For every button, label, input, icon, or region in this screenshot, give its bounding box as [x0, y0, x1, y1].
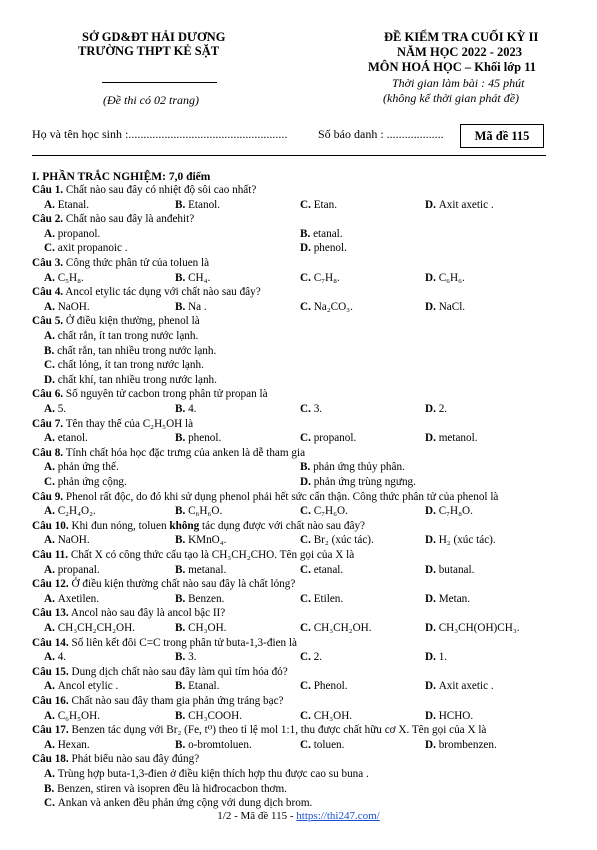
option-letter: D. [300, 242, 314, 255]
option-letter: A. [44, 534, 58, 547]
question-stem [32, 695, 284, 708]
option-letter: A. [44, 768, 58, 780]
option-letter: D. [425, 403, 439, 415]
answer-option [175, 301, 207, 314]
option-letter: A. [44, 709, 58, 722]
question-number: Câu 18. [32, 753, 69, 766]
answer-option [44, 680, 118, 693]
student-id-field: Số báo danh : ................... [318, 127, 444, 141]
answer-option [425, 272, 465, 285]
answer-option [425, 593, 470, 606]
answer-option [300, 199, 337, 212]
answer-option [44, 272, 84, 285]
answer-option [44, 345, 216, 358]
option-letter: A. [44, 505, 58, 518]
option-text: CH₃COOH. [188, 709, 243, 722]
option-text: Phenol. [313, 680, 348, 693]
answer-option [44, 330, 198, 343]
option-letter: B. [175, 651, 189, 664]
school-name: TRƯỜNG THPT KẺ SẶT [78, 44, 220, 58]
option-letter: A. [44, 592, 58, 605]
question-text: Ancol nào sau đây là ancol bậc II? [68, 607, 226, 620]
answer-option [44, 593, 99, 606]
pages-note: (Đề thi có 02 trang) [103, 93, 199, 107]
answer-option [44, 432, 88, 445]
option-letter: D. [425, 622, 439, 634]
option-text: Etan. [313, 198, 337, 211]
option-letter: C. [300, 505, 314, 518]
option-text: etanal. [313, 227, 343, 240]
answer-option [175, 272, 210, 285]
option-text: Benzen. [188, 592, 225, 605]
answer-option [175, 199, 220, 212]
option-text: 3. [313, 403, 323, 415]
option-text: Hexan. [57, 738, 90, 751]
answer-option [44, 710, 100, 723]
option-text: Na . [188, 300, 207, 313]
question-stem [32, 315, 200, 328]
answer-option [300, 461, 405, 474]
option-text: Axit axetic . [438, 198, 494, 211]
option-letter: D. [425, 534, 439, 547]
question-emphasis: không [169, 519, 200, 532]
answer-option [425, 534, 496, 547]
option-text: 4. [57, 651, 67, 664]
question-stem [32, 607, 225, 620]
question-text: Chất nào sau đây có nhiệt độ sôi cao nhất? [63, 184, 257, 196]
option-text: KMnO₄. [188, 534, 227, 547]
option-text: Ankan và anken đều phản ứng cộng với dung dịch brom. [57, 797, 313, 810]
option-text: Ancol etylic . [57, 680, 119, 693]
school-year: NĂM HỌC 2022 - 2023 [397, 45, 522, 59]
answer-option [44, 505, 96, 518]
option-letter: A. [44, 271, 58, 284]
answer-option [300, 651, 322, 664]
student-name-field: Họ và tên học sinh :..................................................... [32, 127, 288, 141]
question-text: Chất X có công thức cấu tạo là CH₃CH₂CHO. Tên gọi của X là [68, 549, 355, 561]
answer-option [425, 739, 497, 752]
option-letter: B. [175, 592, 189, 605]
answer-option [425, 199, 494, 212]
option-text: metanal. [188, 563, 227, 576]
question-stem [32, 491, 498, 504]
answer-option [44, 359, 204, 372]
question-number: Câu 10. [32, 519, 69, 532]
answer-option [44, 199, 89, 212]
answer-option [175, 651, 196, 664]
option-letter: A. [44, 651, 58, 664]
footer-link[interactable]: https://thi247.com/ [296, 810, 380, 822]
option-text: 3. [188, 651, 197, 664]
option-text: H₂ (xúc tác). [438, 534, 496, 547]
question-number: Câu 3. [32, 257, 64, 269]
footer-text: 1/2 - Mã đề 115 - [217, 810, 297, 822]
option-letter: D. [425, 563, 439, 576]
header-divider [102, 82, 217, 83]
option-letter: D. [425, 505, 439, 518]
option-letter: D. [44, 373, 58, 386]
question-text: Số nguyên tử cacbon trong phân tử propan là [63, 388, 268, 401]
option-letter: A. [44, 563, 58, 576]
option-letter: A. [44, 738, 58, 751]
option-text: CH₄. [188, 271, 211, 284]
option-letter: A. [44, 198, 58, 211]
answer-option [300, 739, 344, 752]
option-text: Etanal. [57, 198, 90, 211]
answer-option [44, 242, 128, 255]
option-text: metanol. [438, 432, 478, 445]
answer-option [44, 797, 312, 810]
option-text: butanal. [438, 563, 475, 576]
option-letter: B. [44, 782, 58, 795]
option-letter: C. [300, 432, 314, 445]
answer-option [175, 710, 242, 723]
answer-option [44, 739, 90, 752]
option-text: C₂H₄O₂. [57, 505, 96, 518]
answer-option [300, 242, 347, 255]
option-text: Na₂CO₃. [313, 300, 353, 313]
question-number: Câu 12. [32, 578, 69, 591]
question-text: Benzen tác dụng với Br₂ (Fe, t⁰) theo tỉ lệ mol 1:1, thu được chất hữu cơ X. Tên gọi của X là [68, 724, 487, 737]
answer-option [425, 301, 465, 314]
answer-option [425, 505, 473, 518]
option-text: C₆H₆. [438, 271, 465, 284]
option-letter: D. [425, 198, 439, 211]
option-letter: C. [44, 797, 58, 810]
option-text: axit propanoic . [57, 242, 128, 255]
option-text: 5. [57, 403, 67, 415]
time-note: (không kể thời gian phát đề) [383, 91, 520, 105]
option-text: CH₃OH. [313, 709, 353, 722]
answer-option [175, 622, 226, 635]
option-letter: D. [425, 592, 439, 605]
option-text: CH₃OH. [188, 622, 227, 634]
option-text: CH₃CH(OH)CH₃. [438, 622, 520, 634]
option-text: 1. [438, 651, 448, 664]
option-letter: C. [300, 651, 314, 664]
option-letter: B. [175, 300, 189, 313]
option-letter: B. [175, 271, 189, 284]
option-letter: C. [300, 563, 314, 576]
option-text: etanol. [57, 432, 88, 445]
answer-option [175, 593, 224, 606]
subject-title: MÔN HOÁ HỌC – Khối lớp 11 [368, 60, 537, 74]
option-letter: C. [300, 271, 314, 284]
answer-option [175, 505, 222, 518]
option-letter: A. [44, 461, 58, 474]
answer-option [44, 476, 127, 489]
answer-option [300, 476, 416, 489]
answer-option [44, 374, 217, 387]
option-text: C₇H₈. [313, 271, 340, 284]
question-text: Chất nào sau đây là anđehit? [63, 213, 195, 226]
option-letter: D. [425, 651, 439, 664]
option-text: Etanol. [188, 198, 221, 211]
option-letter: D. [425, 432, 439, 445]
option-letter: B. [300, 461, 314, 474]
question-text: tác dụng được với chất nào sau đây? [199, 519, 365, 532]
option-text: chất khí, tan nhiều trong nước lạnh. [57, 373, 217, 386]
option-letter: B. [175, 534, 189, 547]
option-letter: C. [300, 709, 314, 722]
option-text: CH₃CH₂CH₂OH. [57, 622, 135, 634]
option-text: phản ứng trùng ngưng. [313, 476, 416, 488]
question-stem [32, 388, 268, 401]
answer-option [300, 403, 322, 416]
option-text: C₆H₆O. [188, 505, 223, 518]
answer-option [175, 680, 219, 693]
option-letter: B. [175, 680, 189, 693]
option-letter: B. [175, 563, 189, 576]
question-text: Tên thay thế của C₂H₅OH là [63, 417, 194, 430]
answer-option [175, 403, 196, 416]
answer-option [425, 680, 494, 693]
question-number: Câu 9. [32, 490, 64, 503]
option-text: NaCl. [438, 300, 466, 313]
option-letter: C. [300, 738, 314, 751]
option-letter: C. [300, 680, 314, 693]
option-text: Trùng hợp buta-1,3-đien ở điều kiện thích hợp thu được cao su buna . [57, 768, 369, 780]
option-letter: B. [175, 622, 189, 634]
question-number: Câu 1. [32, 184, 64, 196]
option-letter: A. [44, 330, 58, 342]
question-text: Ở điều kiện thường chất nào sau đây là chất lỏng? [68, 578, 296, 591]
option-letter: C. [300, 534, 314, 547]
option-text: Benzen, stiren và isopren đều là hiđrocacbon thơm. [57, 782, 287, 795]
option-letter: C. [300, 592, 314, 605]
option-text: chất rắn, ít tan trong nước lạnh. [57, 330, 199, 342]
answer-option [44, 783, 287, 796]
answer-option [175, 432, 221, 445]
answer-option [44, 564, 100, 577]
option-letter: C. [300, 622, 314, 634]
option-letter: B. [44, 344, 58, 357]
option-text: 2. [313, 651, 323, 664]
option-letter: B. [175, 709, 189, 722]
answer-option [425, 564, 474, 577]
option-letter: C. [44, 476, 58, 488]
option-letter: C. [300, 198, 314, 211]
option-text: C₅H₈. [57, 271, 84, 284]
question-stem [32, 447, 305, 460]
question-text: Chất nào sau đây tham gia phản ứng tráng bạc? [68, 695, 284, 707]
answer-option [300, 505, 348, 518]
question-stem [32, 286, 261, 299]
question-number: Câu 16. [32, 695, 69, 707]
option-text: toluen. [313, 738, 345, 751]
question-text: Ancol etylic tác dụng với chất nào sau đây? [63, 286, 261, 299]
answer-option [300, 534, 374, 547]
option-letter: D. [425, 738, 439, 751]
answer-option [425, 432, 478, 445]
answer-option [300, 564, 343, 577]
option-text: propanol. [57, 227, 101, 240]
question-stem [32, 753, 199, 766]
option-text: propanal. [57, 563, 100, 576]
answer-option [300, 432, 356, 445]
exam-code-box: Mã đề 115 [460, 124, 544, 148]
option-text: Etilen. [313, 592, 344, 605]
option-letter: D. [425, 709, 439, 722]
question-stem [32, 724, 486, 737]
option-letter: A. [44, 300, 58, 313]
answer-option [425, 622, 520, 635]
question-text: Số liên kết đôi C=C trong phân tử buta-1,3-đien là [68, 636, 298, 649]
answer-option [425, 403, 447, 416]
option-text: chất lỏng, ít tan trong nước lạnh. [57, 359, 204, 372]
option-letter: C. [300, 300, 314, 313]
question-number: Câu 7. [32, 417, 64, 430]
answer-option [44, 461, 119, 474]
option-text: phản ứng thế. [57, 461, 119, 474]
option-text: propanol. [313, 432, 357, 445]
question-number: Câu 14. [32, 636, 69, 649]
option-letter: A. [44, 432, 58, 445]
option-letter: A. [44, 227, 58, 240]
time-limit: Thời gian làm bài : 45 phút [392, 76, 525, 90]
question-stem [32, 520, 365, 533]
answer-option [44, 403, 66, 416]
option-text: etanal. [313, 563, 344, 576]
answer-option [300, 622, 372, 635]
question-stem [32, 257, 209, 270]
question-stem [32, 637, 297, 650]
question-stem [32, 666, 288, 679]
answer-option [44, 534, 90, 547]
option-text: phenol. [188, 432, 222, 445]
section-title: I. PHẦN TRẮC NGHIỆM: 7,0 điểm [32, 171, 211, 183]
option-text: Br₂ (xúc tác). [313, 534, 374, 547]
answer-option [300, 272, 340, 285]
option-text: 2. [438, 403, 448, 415]
question-text: Công thức phân tử của toluen là [63, 257, 210, 269]
option-text: NaOH. [57, 300, 90, 313]
question-text: Khi đun nóng, toluen [68, 519, 170, 532]
option-letter: C. [300, 403, 314, 415]
answer-option [300, 680, 348, 693]
option-letter: A. [44, 403, 58, 415]
answer-option [175, 564, 226, 577]
option-letter: B. [175, 198, 189, 211]
option-text: phản ứng cộng. [57, 476, 127, 488]
option-text: chất rắn, tan nhiều trong nước lạnh. [57, 344, 217, 357]
answer-option [300, 228, 343, 241]
question-stem [32, 418, 193, 431]
option-text: NaOH. [57, 534, 90, 547]
option-text: brombenzen. [438, 738, 497, 751]
option-text: CH₃CH₂OH. [313, 622, 372, 634]
question-number: Câu 5. [32, 315, 64, 328]
option-letter: C. [44, 359, 58, 372]
question-stem [32, 213, 194, 226]
question-text: Dung dịch chất nào sau đây làm quì tím hóa đỏ? [68, 665, 288, 678]
student-divider [32, 155, 546, 156]
option-letter: C. [44, 242, 58, 255]
exam-title: ĐỀ KIỂM TRA CUỐI KỲ II [384, 30, 539, 44]
option-letter: D. [425, 680, 439, 693]
option-letter: B. [175, 738, 189, 751]
answer-option [44, 622, 135, 635]
answer-option [44, 301, 90, 314]
option-text: Axit axetic . [438, 680, 494, 693]
answer-option [300, 710, 352, 723]
question-number: Câu 6. [32, 388, 64, 401]
question-number: Câu 4. [32, 286, 64, 299]
answer-option [425, 710, 473, 723]
option-text: phenol. [313, 242, 347, 255]
option-letter: A. [44, 622, 58, 634]
question-stem [32, 184, 256, 197]
option-text: 4. [188, 403, 197, 415]
question-number: Câu 8. [32, 446, 64, 459]
option-letter: D. [300, 476, 314, 488]
option-letter: B. [175, 403, 189, 415]
answer-option [175, 739, 252, 752]
answer-option [44, 228, 100, 241]
option-text: C₆H₅OH. [57, 709, 100, 722]
option-letter: B. [300, 227, 314, 240]
question-stem [32, 578, 295, 591]
question-text: Phenol rất độc, do đó khi sử dụng phenol phải hết sức cẩn thận. Công thức phân tử của phenol là [63, 490, 499, 503]
option-letter: B. [175, 505, 189, 518]
answer-option [425, 651, 447, 664]
option-text: C₇H₈O. [438, 505, 473, 518]
answer-option [44, 651, 66, 664]
option-letter: D. [425, 271, 439, 284]
question-stem [32, 549, 354, 562]
option-text: HCHO. [438, 709, 474, 722]
question-number: Câu 15. [32, 665, 69, 678]
question-number: Câu 2. [32, 213, 64, 226]
option-text: phản ứng thủy phân. [313, 461, 405, 474]
answer-option [44, 768, 369, 781]
option-text: o-bromtoluen. [188, 738, 252, 751]
question-text: Tính chất hóa học đặc trưng của anken là dễ tham gia [63, 446, 306, 459]
option-letter: D. [425, 300, 439, 313]
question-number: Câu 17. [32, 724, 69, 737]
answer-option [175, 534, 226, 547]
department-name: SỞ GD&ĐT HẢI DƯƠNG [82, 30, 226, 44]
question-text: Phát biểu nào sau đây đúng? [68, 753, 200, 766]
option-text: C₇H₆O. [313, 505, 348, 518]
answer-option [300, 301, 353, 314]
answer-option [300, 593, 343, 606]
question-number: Câu 13. [32, 607, 69, 620]
question-text: Ở điều kiện thường, phenol là [63, 315, 200, 328]
option-text: Axetilen. [57, 592, 100, 605]
option-letter: A. [44, 680, 58, 693]
page-footer [0, 810, 597, 822]
option-text: Metan. [438, 592, 471, 605]
question-number: Câu 11. [32, 549, 69, 561]
option-text: Etanal. [188, 680, 220, 693]
option-letter: B. [175, 432, 189, 445]
